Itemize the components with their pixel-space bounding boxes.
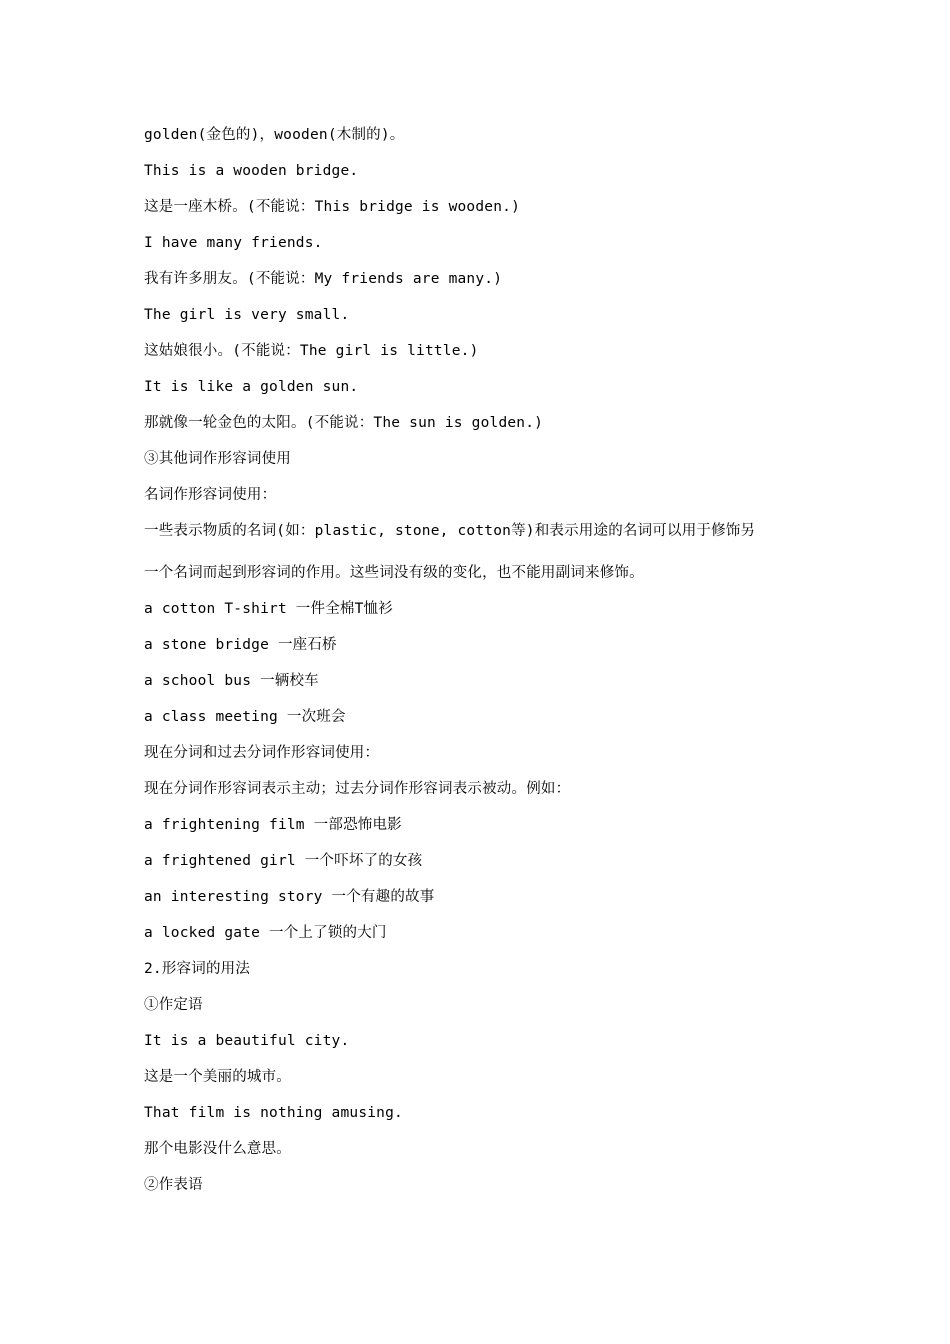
example-phrase: a class meeting 一次班会 [144,709,346,725]
translation-line: 这是一座木桥。(不能说：This bridge is wooden.) [144,199,521,215]
translation-line: 那个电影没什么意思。 [144,1141,291,1157]
example-sentence: I have many friends. [144,235,323,251]
example-phrase: a locked gate 一个上了锁的大门 [144,925,387,941]
section-heading: ①作定语 [144,997,203,1013]
translation-line: 我有许多朋友。(不能说：My friends are many.) [144,271,503,287]
subsection-heading: 现在分词和过去分词作形容词使用： [144,745,380,761]
paragraph-line: 一个名词而起到形容词的作用。这些词没有级的变化，也不能用副词来修饰。 [144,565,644,581]
example-sentence: This is a wooden bridge. [144,163,359,179]
example-phrase: a frightened girl 一个吓坏了的女孩 [144,853,423,869]
section-heading: ③其他词作形容词使用 [144,451,291,467]
example-sentence: That film is nothing amusing. [144,1105,403,1121]
paragraph-line: 一些表示物质的名词(如：plastic, stone, cotton等)和表示用途的名词可以用于修饰另 [144,523,756,539]
translation-line: 这是一个美丽的城市。 [144,1069,291,1085]
section-heading: ②作表语 [144,1177,203,1193]
example-sentence: It is like a golden sun. [144,379,359,395]
example-phrase: a cotton T-shirt 一件全棉T恤衫 [144,601,393,617]
example-phrase: an interesting story 一个有趣的故事 [144,889,435,905]
example-sentence: The girl is very small. [144,307,350,323]
subsection-heading: 名词作形容词使用： [144,487,277,503]
example-phrase: a stone bridge 一座石桥 [144,637,337,653]
translation-line: 那就像一轮金色的太阳。(不能说：The sun is golden.) [144,415,544,431]
example-phrase: a frightening film 一部恐怖电影 [144,817,402,833]
paragraph-line: 现在分词作形容词表示主动；过去分词作形容词表示被动。例如： [144,781,571,797]
document-body [144,125,824,1211]
example-phrase: a school bus 一辆校车 [144,673,319,689]
example-sentence: It is a beautiful city. [144,1033,350,1049]
translation-line: 这姑娘很小。(不能说：The girl is little.) [144,343,479,359]
section-heading: 2.形容词的用法 [144,961,251,977]
text-line: golden(金色的)，wooden(木制的)。 [144,127,405,143]
